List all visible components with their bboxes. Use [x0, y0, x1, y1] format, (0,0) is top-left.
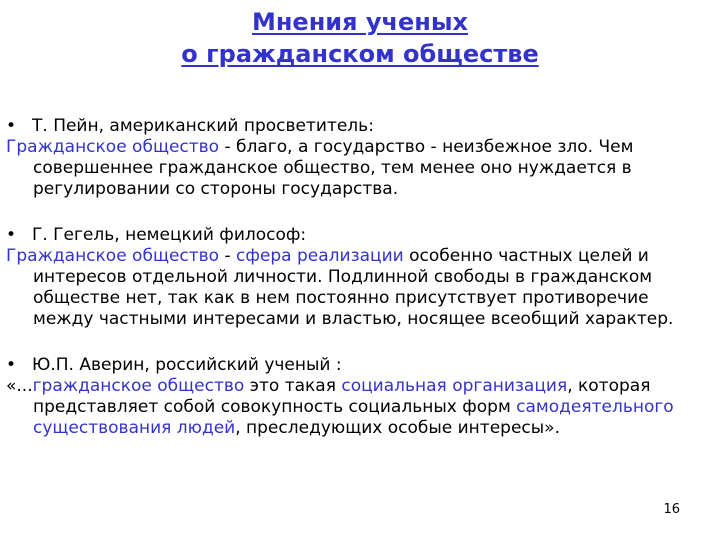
author-line: Ю.П. Аверин, российский ученый :	[32, 355, 342, 375]
author-line: Г. Гегель, немецкий философ:	[32, 225, 307, 245]
author-bullet	[6, 225, 706, 246]
quote-text: , которая представляет собой совокупность социальных форм	[33, 376, 651, 417]
author-line: Т. Пейн, американский просветитель:	[32, 116, 374, 136]
quote-paragraph	[6, 137, 706, 200]
bullet-dot: •	[6, 355, 17, 375]
quote-text: «...	[6, 376, 33, 396]
quote-paragraph	[6, 246, 706, 330]
title-line-2: о гражданском обществе	[181, 40, 539, 68]
quote-text: это такая	[244, 376, 342, 396]
term-highlight: социальная организация	[341, 376, 568, 396]
author-bullet	[6, 355, 706, 376]
quote-paragraph	[6, 376, 706, 439]
term-highlight: гражданское общество	[32, 376, 245, 396]
author-bullet	[6, 116, 706, 137]
term-highlight: самодеятельного существования людей	[33, 397, 674, 438]
bullet-dot: •	[6, 225, 17, 245]
quote-text: -	[219, 246, 237, 266]
term-highlight: Гражданское общество	[6, 137, 220, 157]
slide-title	[0, 6, 720, 70]
bullet-dot: •	[6, 116, 17, 136]
quote-text: , преследующих особые интересы».	[235, 418, 560, 438]
quote-text: особенно частных целей и интересов отдельной личности. Подлинной свободы в гражданском обществе нет, так как в нем постоянно присутствует противоречие между частными интересами и властью, носящее всеобщий характер.	[33, 246, 674, 329]
page-number: 16	[663, 502, 680, 517]
title-line-1: Мнения ученых	[251, 8, 469, 36]
term-highlight: Гражданское общество	[6, 246, 220, 266]
quote-text: - благо, а государство - неизбежное зло. Чем совершеннее гражданское общество, тем менее оно нуждается в регулировании со стороны государства.	[33, 137, 634, 199]
slide-body	[6, 116, 706, 439]
term-highlight: сфера реализации	[236, 246, 404, 266]
